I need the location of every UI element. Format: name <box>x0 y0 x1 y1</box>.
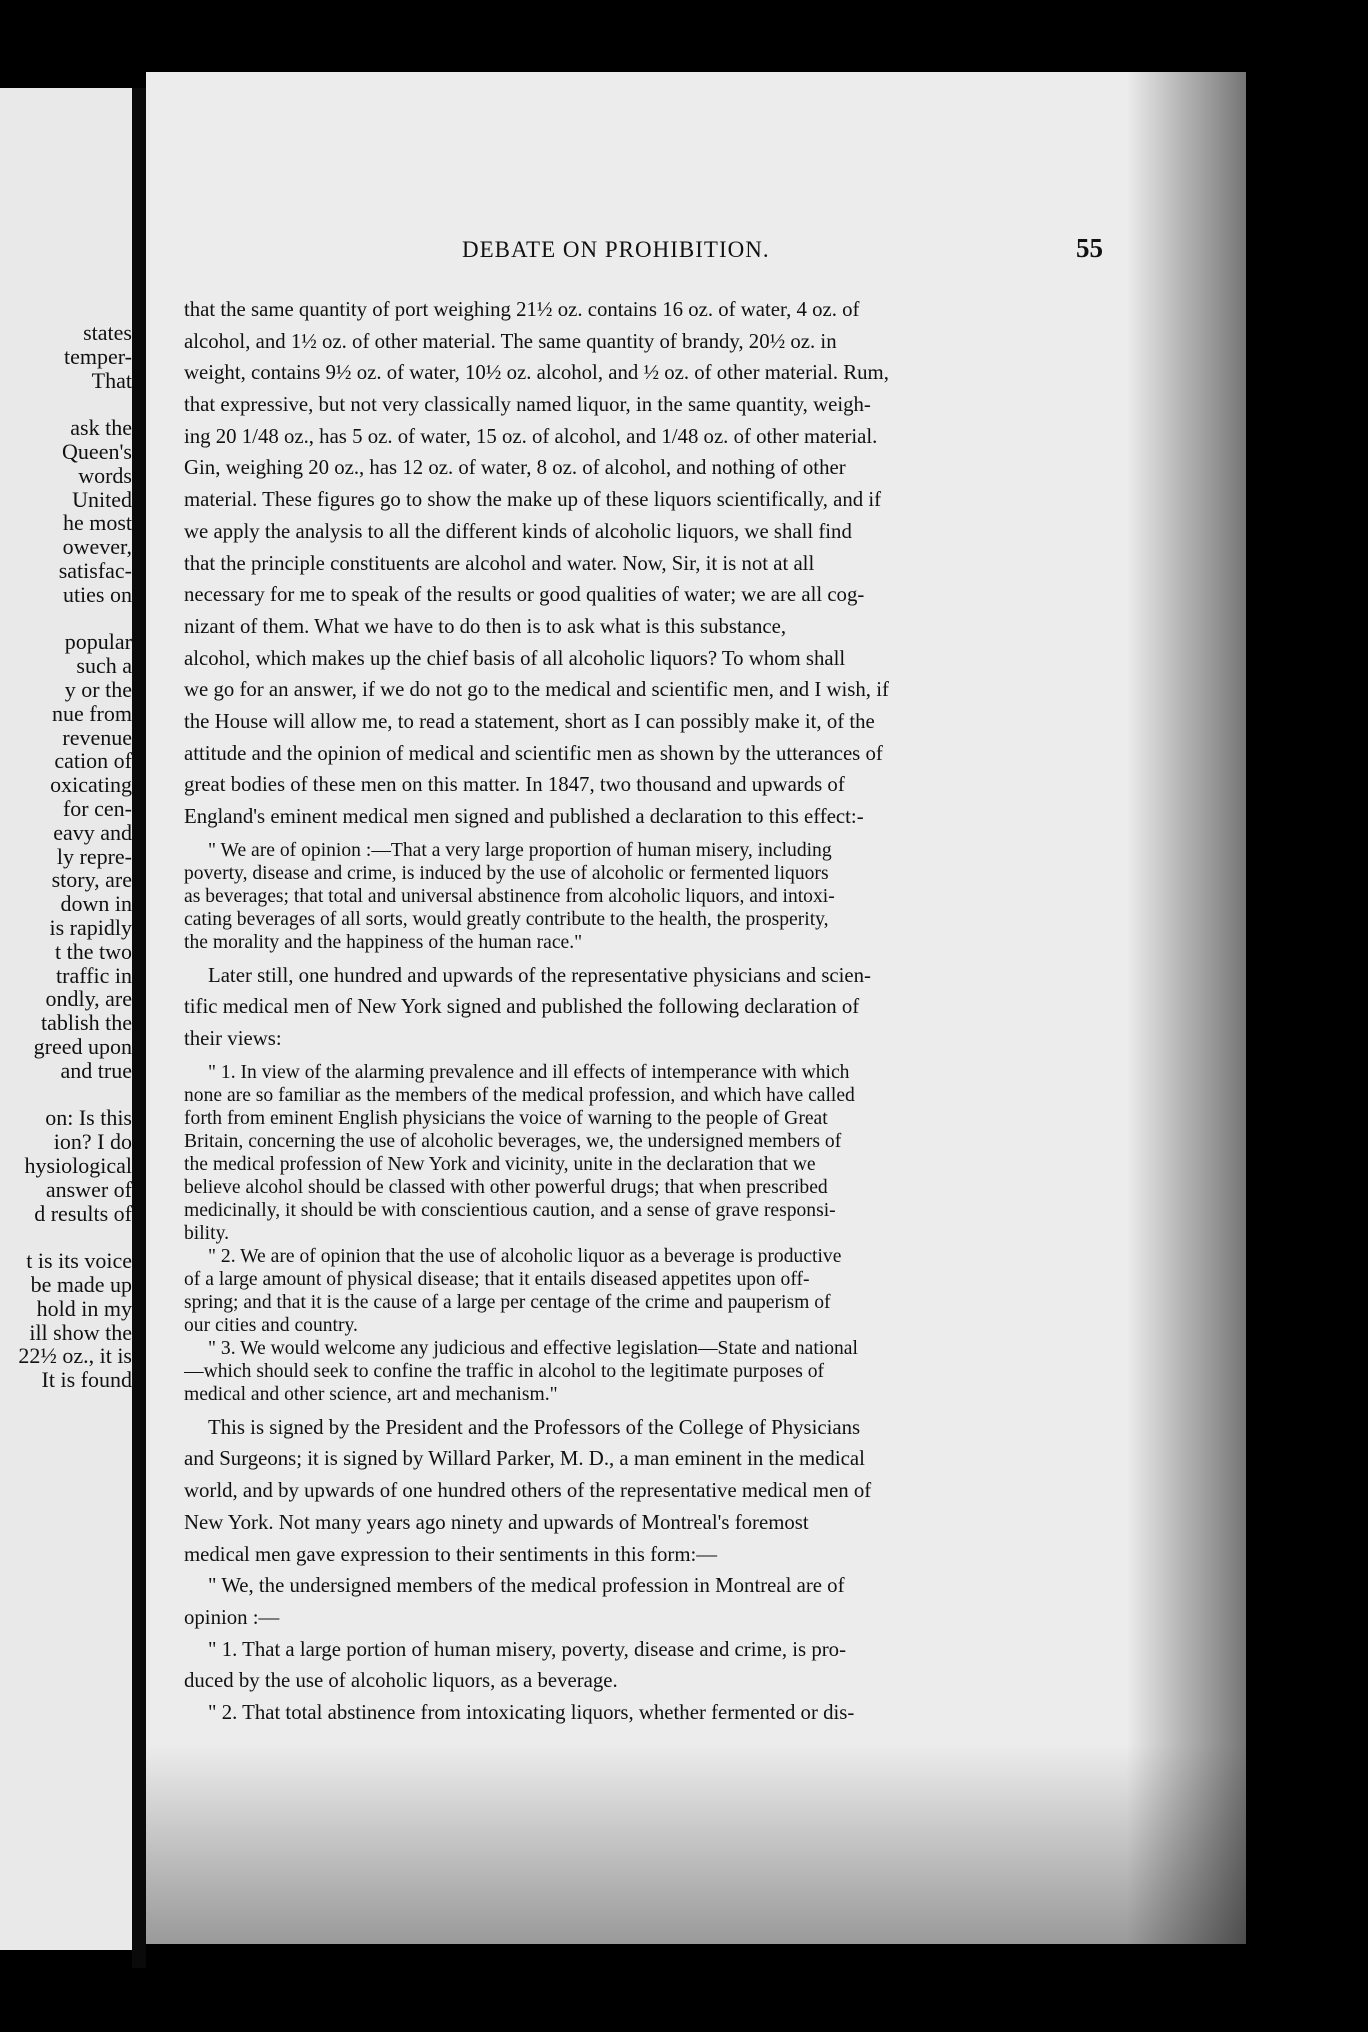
text-line: " 2. That total abstinence from intoxicating liquors, whether fermented or dis- <box>208 1700 855 1724</box>
quote-line: bility. <box>184 1222 229 1244</box>
left-page-line: be made up <box>30 1272 132 1297</box>
quote-line: poverty, disease and crime, is induced by the use of alcoholic or fermented liquors <box>184 862 829 884</box>
quote-line: spring; and that it is the cause of a large per centage of the crime and pauperism of <box>184 1291 831 1313</box>
quote-line: the medical profession of New York and vicinity, unite in the declaration that we <box>184 1153 816 1175</box>
text-line: that expressive, but not very classically named liquor, in the same quantity, weigh- <box>184 393 871 417</box>
running-title: DEBATE ON PROHIBITION. <box>462 237 770 262</box>
text-line: necessary for me to speak of the results or good qualities of water; we are all cog- <box>184 583 865 607</box>
text-line: the House will allow me, to read a statement, short as I can possibly make it, of the <box>184 709 875 733</box>
text-line: and Surgeons; it is signed by Willard Parker, M. D., a man eminent in the medical <box>184 1447 865 1471</box>
quoted-declaration <box>184 1061 1120 1406</box>
text-line: This is signed by the President and the Professors of the College of Physicians <box>208 1415 861 1439</box>
text-line: England's eminent medical men signed and published a declaration to this effect:- <box>184 805 864 828</box>
text-line: " 1. That a large portion of human misery, poverty, disease and crime, is pro- <box>208 1637 847 1661</box>
left-page-line: for cen- <box>62 796 132 821</box>
left-page-line: nue from <box>51 700 132 726</box>
quote-line: " 1. In view of the alarming prevalence and ill effects of intemperance with which <box>208 1061 850 1083</box>
text-line: we apply the analysis to all the different kinds of alcoholic liquors, we shall find <box>184 519 852 543</box>
quote-line: our cities and country. <box>184 1314 358 1336</box>
text-line: Later still, one hundred and upwards of the representative physicians and scien- <box>208 963 871 987</box>
left-page-line: ondly, are <box>45 986 132 1012</box>
text-line: material. These figures go to show the make up of these liquors scientifically, and if <box>184 488 882 512</box>
quote-line: medicinally, it should be with conscientious caution, and a sense of grave responsi- <box>184 1199 836 1221</box>
left-page-line: oxicating <box>50 772 132 798</box>
left-page-line: d results of <box>34 1200 132 1226</box>
left-page-line: ly repre- <box>56 843 132 869</box>
left-page-line: That <box>91 367 132 393</box>
left-page-line: revenue <box>62 724 132 750</box>
left-page-line: traffic in <box>56 962 132 988</box>
left-page-line: t is its voice <box>26 1248 132 1274</box>
left-page-line: eavy and <box>53 819 132 845</box>
left-page-line: temper- <box>64 343 132 369</box>
text-line: New York. Not many years ago ninety and upwards of Montreal's foremost <box>184 1510 809 1534</box>
left-page-line: such a <box>76 653 132 679</box>
quote-line: forth from eminent English physicians the voice of warning to the people of Great <box>184 1107 828 1129</box>
left-page-line: is rapidly <box>49 915 132 940</box>
quote-line: " 2. We are of opinion that the use of alcoholic liquor as a beverage is productive <box>208 1245 842 1267</box>
body-paragraph <box>184 294 1120 833</box>
quote-line: believe alcohol should be classed with other powerful drugs; that when prescribed <box>184 1176 828 1198</box>
left-page-line: ill show the <box>29 1319 132 1345</box>
text-line: alcohol, and 1½ oz. of other material. The same quantity of brandy, 20½ oz. in <box>184 329 837 353</box>
text-line: Gin, weighing 20 oz., has 12 oz. of water, 8 oz. of alcohol, and nothing of other <box>184 456 846 480</box>
page-header <box>146 233 1246 277</box>
left-page-line: ion? I do <box>53 1129 132 1155</box>
text-line: we go for an answer, if we do not go to the medical and scientific men, and I wish, if <box>184 678 889 702</box>
quote-line: —which should seek to confine the traffic in alcohol to the legitimate purposes of <box>184 1360 825 1382</box>
left-page-line: hysiological <box>24 1153 132 1178</box>
text-line: alcohol, which makes up the chief basis of all alcoholic liquors? To whom shall <box>184 646 846 670</box>
quoted-declaration <box>184 839 1120 954</box>
left-page-line: satisfac- <box>58 558 132 583</box>
left-page-line: greed upon <box>33 1034 132 1059</box>
page-number: 55 <box>1076 233 1103 263</box>
quote-line: cating beverages of all sorts, would greatly contribute to the health, the prosperity, <box>184 908 829 930</box>
left-page-line: United <box>72 486 132 512</box>
left-page-line: 22½ oz., it is <box>18 1343 132 1369</box>
left-page-line: down in <box>60 891 132 917</box>
text-line: opinion :— <box>184 1605 280 1629</box>
left-page-line: y or the <box>64 677 132 702</box>
text-line: tific medical men of New York signed and published the following declaration of <box>184 995 860 1019</box>
text-line: " We, the undersigned members of the medical profession in Montreal are of <box>208 1574 845 1598</box>
left-facing-page <box>0 88 140 1950</box>
left-page-line: answer of <box>45 1176 132 1202</box>
page-edge-shadow <box>1126 72 1246 1944</box>
quote-line: Britain, concerning the use of alcoholic beverages, we, the undersigned members of <box>184 1130 842 1152</box>
text-line: ing 20 1/48 oz., has 5 oz. of water, 15 oz. of alcohol, and 1/48 oz. of other material. <box>184 424 878 448</box>
left-page-line: owever, <box>62 534 132 560</box>
text-line: medical men gave expression to their sentiments in this form:— <box>184 1542 718 1566</box>
left-page-line: hold in my <box>36 1295 132 1321</box>
left-page-line: t the two <box>55 938 132 964</box>
quote-line: medical and other science, art and mechanism." <box>184 1383 558 1405</box>
text-line: their views: <box>184 1027 282 1051</box>
text-line: nizant of them. What we have to do then is to ask what is this substance, <box>184 614 787 638</box>
quote-line: of a large amount of physical disease; that it entails diseased appetites upon off- <box>184 1268 810 1290</box>
left-page-line: story, are <box>51 867 132 893</box>
text-line: that the principle constituents are alcohol and water. Now, Sir, it is not at all <box>184 551 815 575</box>
text-line: world, and by upwards of one hundred others of the representative medical men of <box>184 1479 872 1503</box>
book-gutter <box>132 88 146 1968</box>
left-page-line: tablish the <box>40 1010 132 1036</box>
page-bottom-shadow <box>146 1744 1246 1944</box>
quote-line: as beverages; that total and universal abstinence from alcoholic liquors, and intoxi- <box>184 885 835 907</box>
text-line: attitude and the opinion of medical and scientific men as shown by the utterances of <box>184 741 883 765</box>
left-page-line: Queen's <box>62 439 132 464</box>
text-line: duced by the use of alcoholic liquors, as a beverage. <box>184 1669 618 1693</box>
left-page-line: ask the <box>70 415 132 441</box>
page-text <box>184 294 1120 1729</box>
left-page-line: he most <box>62 510 132 536</box>
left-page-line: cation of <box>54 748 132 774</box>
left-page-line: popular <box>64 629 132 655</box>
left-page-line: words <box>78 462 132 488</box>
body-paragraph <box>184 1412 1120 1729</box>
left-page-line: states <box>83 320 132 345</box>
left-page-line: uties on <box>62 581 132 607</box>
text-line: weight, contains 9½ oz. of water, 10½ oz. alcohol, and ½ oz. of other material. Rum, <box>184 361 889 385</box>
text-line: great bodies of these men on this matter. In 1847, two thousand and upwards of <box>184 773 845 797</box>
body-paragraph <box>184 960 1120 1055</box>
quote-line: none are so familiar as the members of the medical profession, and which have called <box>184 1084 855 1106</box>
right-page <box>146 72 1246 1944</box>
quote-line: " We are of opinion :—That a very large proportion of human misery, including <box>208 839 832 861</box>
left-page-line: It is found <box>41 1367 132 1393</box>
left-page-line: and true <box>60 1057 132 1083</box>
text-line: that the same quantity of port weighing 21½ oz. contains 16 oz. of water, 4 oz. of <box>184 298 860 321</box>
left-page-line: on: Is this <box>45 1105 132 1131</box>
quote-line: " 3. We would welcome any judicious and effective legislation—State and national <box>208 1337 858 1359</box>
quote-line: the morality and the happiness of the human race." <box>184 931 583 953</box>
